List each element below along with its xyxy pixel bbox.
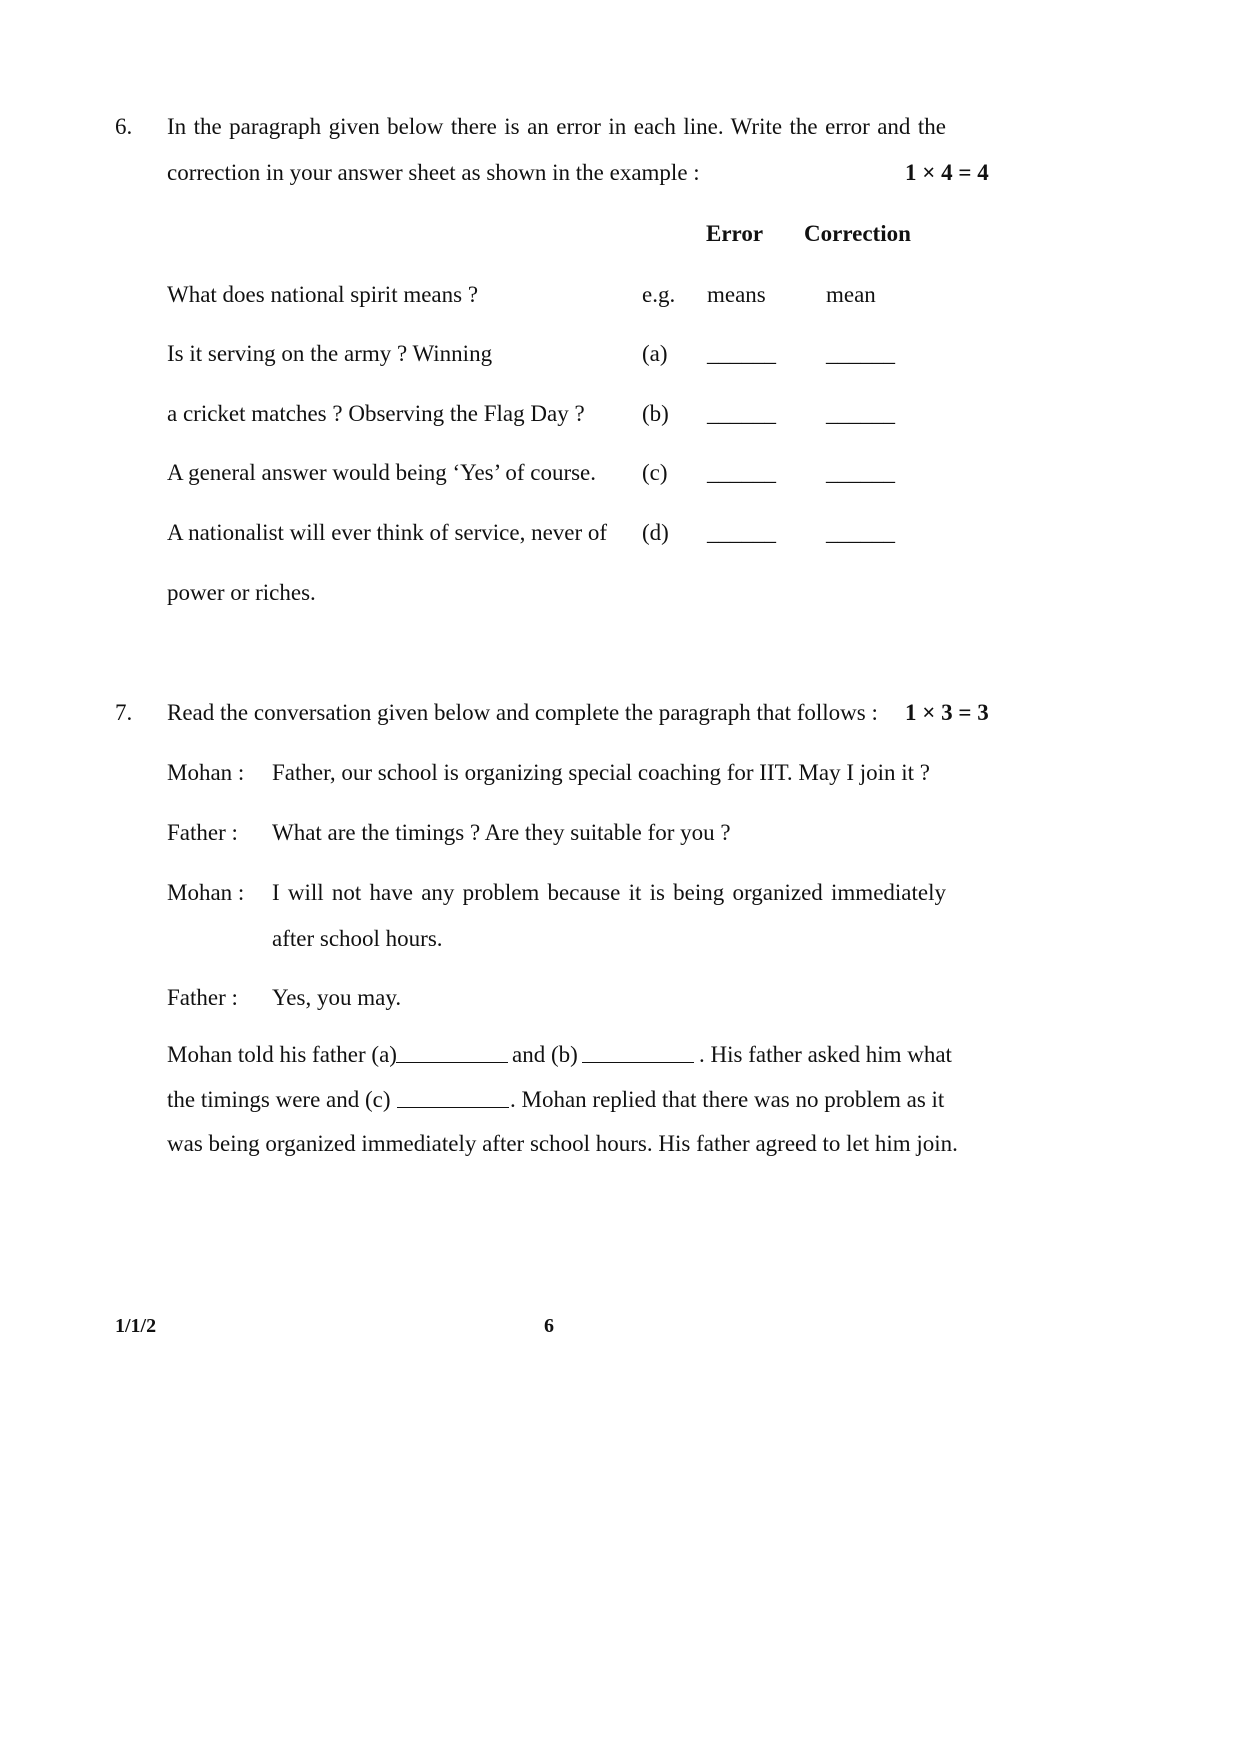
para-line2-part2: . Mohan replied that there was no problem as it	[510, 1087, 945, 1112]
q6-row-label: (c)	[642, 460, 668, 485]
dialogue-speaker: Mohan :	[167, 880, 245, 905]
dialogue-line: I will not have any problem because it is being organized immediately	[272, 880, 946, 905]
q6-row-label: (d)	[642, 520, 669, 545]
q6-row-correction: mean	[826, 282, 876, 307]
q6-row-error-blank: ______	[707, 520, 776, 545]
q7-marks: 1 × 3 = 3	[905, 700, 989, 725]
q6-row-correction-blank: ______	[826, 460, 895, 485]
q6-marks: 1 × 4 = 4	[905, 160, 989, 185]
q6-row-label: e.g.	[642, 282, 676, 307]
q6-row-text: Is it serving on the army ? Winning	[167, 341, 493, 366]
blank-c	[397, 1106, 509, 1108]
dialogue-line-continuation: after school hours.	[272, 926, 443, 951]
q6-row-correction-blank: ______	[826, 401, 895, 426]
q6-instruction-line1: In the paragraph given below there is an error in each line. Write the error and the	[167, 114, 946, 139]
q6-number: 6.	[115, 114, 133, 139]
para-line1-part2: and (b)	[512, 1042, 578, 1067]
q6-row-text: A general answer would being ‘Yes’ of course.	[167, 460, 597, 485]
q6-row-error-blank: ______	[707, 401, 776, 426]
q6-row-text: A nationalist will ever think of service, never of	[167, 520, 608, 545]
q6-last-line: power or riches.	[167, 580, 316, 605]
para-line1-part3: . His father asked him what	[699, 1042, 952, 1067]
q6-row-error-blank: ______	[707, 460, 776, 485]
q6-instruction-line2: correction in your answer sheet as shown in the example :	[167, 160, 700, 185]
para-line1-part1: Mohan told his father (a)	[167, 1042, 397, 1067]
q7-instruction: Read the conversation given below and complete the paragraph that follows :	[167, 700, 878, 725]
page-number: 6	[544, 1315, 554, 1337]
q6-header-error: Error	[706, 221, 764, 246]
dialogue-line: What are the timings ? Are they suitable for you ?	[272, 820, 731, 845]
blank-a	[396, 1061, 508, 1063]
dialogue-speaker: Mohan :	[167, 760, 245, 785]
dialogue-line: Father, our school is organizing special coaching for IIT. May I join it ?	[272, 760, 931, 785]
q6-row-text: a cricket matches ? Observing the Flag Day ?	[167, 401, 585, 426]
q6-row-correction-blank: ______	[826, 520, 895, 545]
dialogue-line: Yes, you may.	[272, 985, 402, 1010]
q6-row-label: (a)	[642, 341, 668, 366]
q6-row-error: means	[707, 282, 766, 307]
para-line2-part1: the timings were and (c)	[167, 1087, 391, 1112]
q6-row-text: What does national spirit means ?	[167, 282, 479, 307]
footer-code: 1/1/2	[115, 1315, 157, 1337]
q7-number: 7.	[115, 700, 133, 725]
dialogue-speaker: Father :	[167, 985, 238, 1010]
q6-row-correction-blank: ______	[826, 341, 895, 366]
q6-header-correction: Correction	[804, 221, 911, 246]
dialogue-speaker: Father :	[167, 820, 238, 845]
para-line3: was being organized immediately after school hours. His father agreed to let him join.	[167, 1131, 958, 1156]
q6-row-label: (b)	[642, 401, 669, 426]
blank-b	[582, 1061, 694, 1063]
q6-row-error-blank: ______	[707, 341, 776, 366]
